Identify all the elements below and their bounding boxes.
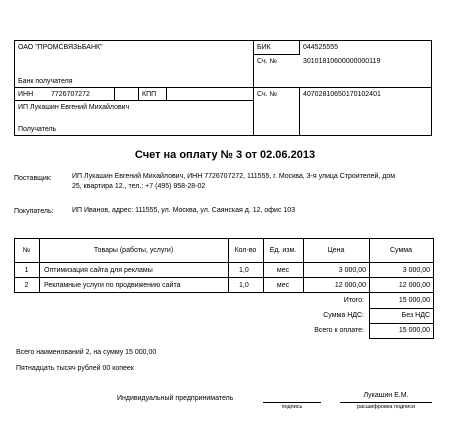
header-number: № (22, 247, 31, 254)
recipient-bank-label: Банк получателя (18, 78, 73, 85)
bik-label: БИК (257, 44, 271, 51)
vat-label: Сумма НДС: (323, 312, 364, 319)
signature-caption: подпись (281, 404, 303, 410)
supplier-line-2: 25, квартира 12., тел.: +7 (495) 958-28-02 (72, 183, 206, 190)
row-unit: мес (276, 282, 290, 289)
payee-name: ИП Лукашин Евгений Михайлович (18, 104, 130, 111)
row-number: 1 (24, 267, 29, 274)
corr-account-value: 30101810600000000119 (303, 58, 381, 65)
header-goods: Товары (работы, услуги) (93, 247, 174, 254)
row-unit: мес (276, 267, 290, 274)
signer-position: Индивидуальный предприниматель (117, 395, 234, 402)
supplier-label: Поставщик: (14, 175, 52, 182)
inn-label: ИНН (18, 91, 34, 98)
row-sum: 12 000,00 (398, 282, 430, 289)
header-sum: Сумма (390, 247, 412, 254)
account-value: 40702810650170102401 (303, 91, 381, 98)
header-qty: Кол-во (234, 247, 257, 254)
total-label: Итого: (343, 297, 364, 304)
kpp-label: КПП (142, 91, 157, 98)
header-unit: Ед. изм. (269, 247, 297, 254)
invoice-title: Счет на оплату № 3 от 02.06.2013 (134, 149, 316, 161)
vat-value: Без НДС (401, 312, 430, 319)
row-qty: 1,0 (239, 282, 249, 289)
row-sum: 3 000,00 (402, 267, 430, 274)
row-goods: Рекламные услуги по продвижению сайта (44, 282, 181, 289)
account-label: Сч. № (257, 91, 278, 98)
supplier-line-1: ИП Лукашин Евгений Михайлович, ИНН 7726707272, 111555, г. Москва, 3-я улица Строителей, дом (72, 173, 396, 180)
payee-label: Получатель (18, 126, 57, 133)
grand-total-label: Всего к оплате: (314, 327, 364, 334)
row-qty: 1,0 (239, 267, 249, 274)
decoding-caption: расшифровка подписи (356, 404, 416, 410)
items-count-line: Всего наименований 2, на сумму 15 000,00 (16, 349, 157, 356)
corr-account-label: Сч. № (257, 58, 278, 65)
row-number: 2 (24, 282, 29, 289)
total-value: 15 000,00 (398, 297, 430, 304)
header-price: Цена (327, 247, 345, 254)
signer-name: Лукашин Е.М. (363, 392, 409, 399)
buyer-label: Покупатель: (14, 208, 54, 215)
bank-name: ОАО "ПРОМСВЯЗЬБАНК" (18, 44, 103, 51)
buyer-text: ИП Иванов, адрес: 111555, ул. Москва, ул. Саянская д. 12, офис 103 (72, 207, 296, 214)
inn-value: 7726707272 (51, 91, 90, 98)
grand-total-value: 15 000,00 (398, 327, 430, 334)
bik-value: 044525555 (303, 44, 339, 51)
row-price: 3 000,00 (338, 267, 366, 274)
row-price: 12 000,00 (334, 282, 366, 289)
amount-in-words: Пятнадцать тысяч рублей 00 копеек (16, 365, 134, 372)
row-goods: Оптимизация сайта для рекламы (44, 267, 153, 274)
